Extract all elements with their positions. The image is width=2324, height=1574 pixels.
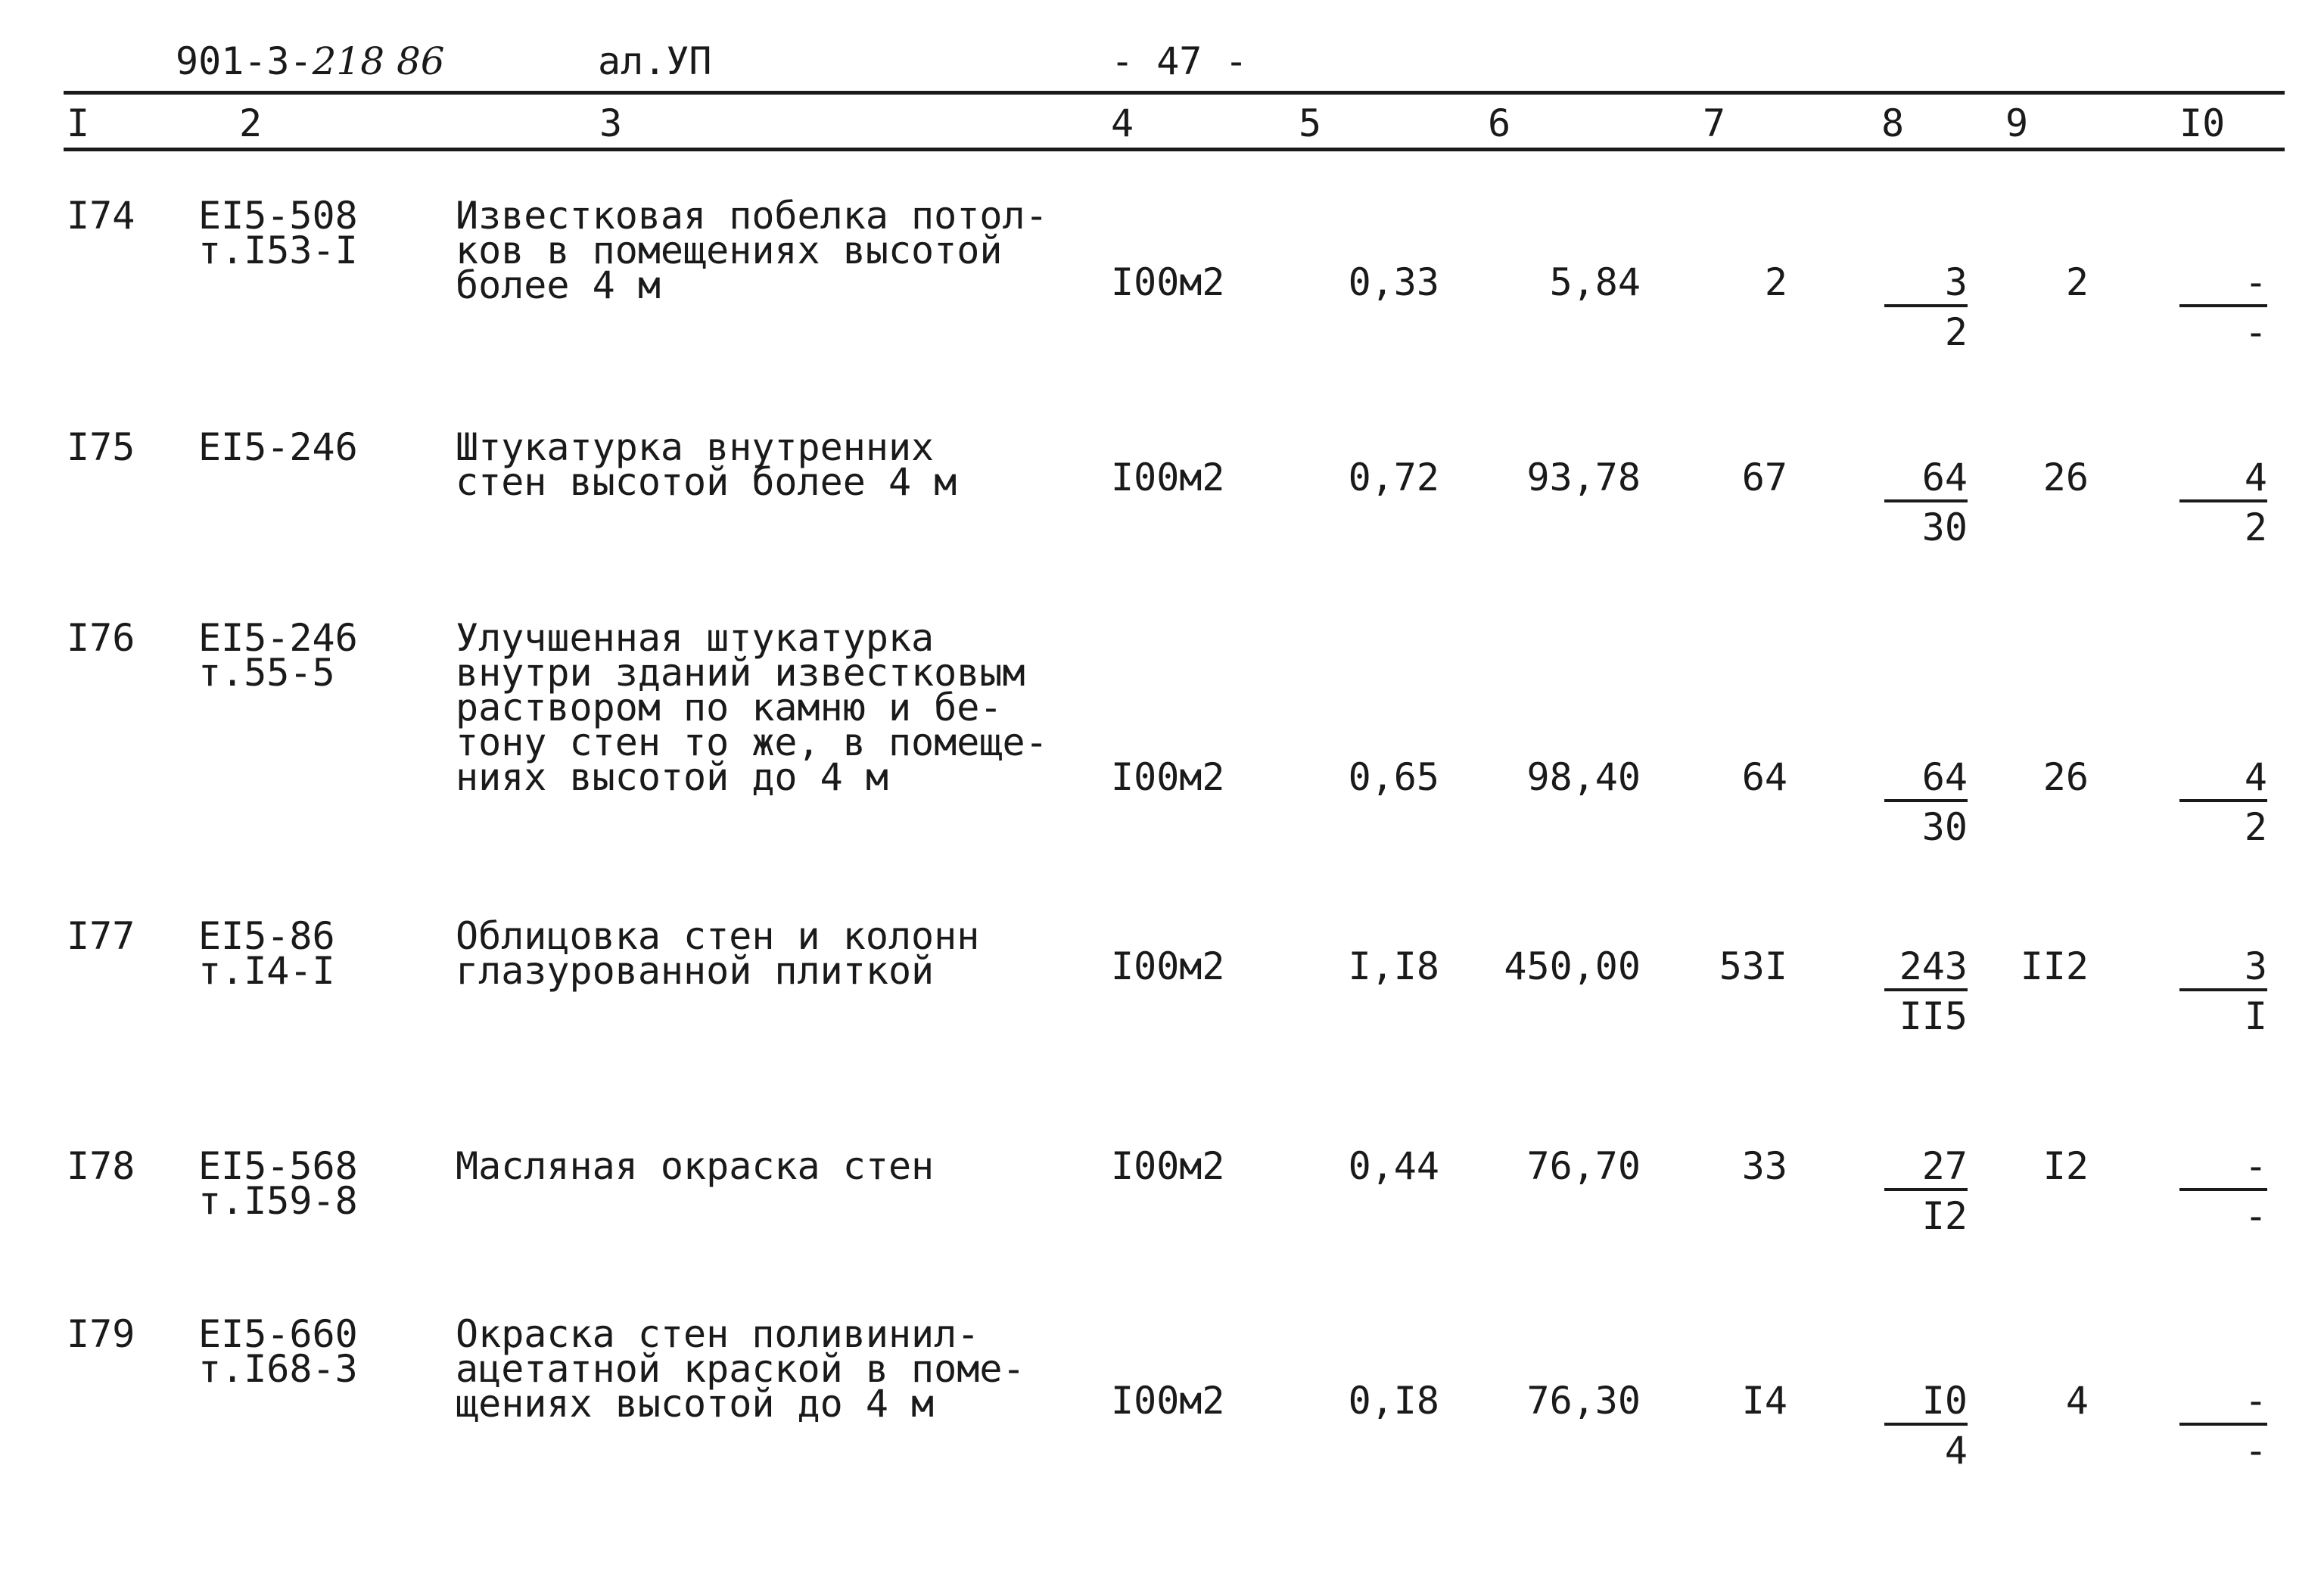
fraction-denominator: - — [2244, 1429, 2267, 1473]
rate-code: EI5-568 т.I59-8 — [198, 1144, 358, 1223]
fraction-numerator: 243 — [1899, 944, 1968, 988]
fraction-numerator: - — [2244, 1379, 2267, 1423]
quantity: 0,I8 — [1348, 1379, 1439, 1423]
column-number-5: 5 — [1299, 101, 1322, 145]
unit-price: 98,40 — [1526, 755, 1641, 799]
column-9-value: I2 — [2042, 1144, 2089, 1188]
unit: I00м2 — [1111, 260, 1225, 304]
unit-price: 5,84 — [1549, 260, 1641, 304]
column-number-1: I — [67, 101, 90, 145]
row-number: I74 — [67, 194, 135, 238]
table-row — [0, 194, 2324, 456]
total-cost: 2 — [1764, 260, 1787, 304]
total-cost: 53I — [1719, 944, 1787, 988]
fraction-bar — [2179, 1423, 2267, 1426]
rate-code: EI5-246 — [198, 425, 358, 469]
fraction-bar — [2179, 304, 2267, 307]
work-description: Масляная окраска стен — [456, 1144, 935, 1188]
fraction-denominator: 30 — [1921, 505, 1968, 549]
row-number: I76 — [67, 616, 135, 660]
row-number: I75 — [67, 425, 135, 469]
fraction-numerator: 64 — [1921, 755, 1968, 799]
fraction-denominator: 4 — [1944, 1429, 1968, 1473]
table-row — [0, 616, 2324, 878]
fraction-denominator: - — [2244, 310, 2267, 354]
quantity: 0,33 — [1348, 260, 1439, 304]
total-cost: 64 — [1741, 755, 1787, 799]
unit-price: 93,78 — [1526, 456, 1641, 499]
quantity: 0,65 — [1348, 755, 1439, 799]
fraction-bar — [1884, 499, 1968, 502]
fraction-numerator: I0 — [1921, 1379, 1968, 1423]
column-9-value: 26 — [2042, 755, 2089, 799]
work-description: Окраска стен поливинил- ацетатной краской в поме- щениях высотой до 4 м — [456, 1312, 1025, 1426]
document-code — [176, 39, 445, 83]
row-number: I78 — [67, 1144, 135, 1188]
page-number: - 47 - — [1111, 39, 1248, 83]
quantity: 0,72 — [1348, 456, 1439, 499]
row-number: I77 — [67, 914, 135, 958]
fraction-numerator: 64 — [1921, 456, 1968, 499]
header-rule — [64, 148, 2285, 151]
fraction-numerator: 3 — [2244, 944, 2267, 988]
rate-code: EI5-86 т.I4-I — [198, 914, 335, 993]
column-9-value: 2 — [2065, 260, 2089, 304]
work-description: Облицовка стен и колонн глазурованной плиткой — [456, 914, 980, 993]
unit-price: 76,70 — [1526, 1144, 1641, 1188]
column-number-7: 7 — [1703, 101, 1726, 145]
fraction-bar — [1884, 988, 1968, 991]
column-number-4: 4 — [1111, 101, 1134, 145]
column-number-9: 9 — [2005, 101, 2029, 145]
fraction-bar — [2179, 499, 2267, 502]
unit: I00м2 — [1111, 944, 1225, 988]
fraction-denominator: I — [2244, 994, 2267, 1038]
document-code-handwritten: 218 86 — [312, 39, 445, 83]
fraction-bar — [2179, 1188, 2267, 1191]
work-description: Известковая побелка потол- ков в помещениях высотой более 4 м — [456, 194, 1048, 307]
fraction-bar — [2179, 799, 2267, 802]
column-number-3: 3 — [599, 101, 623, 145]
fraction-bar — [1884, 799, 1968, 802]
work-description: Штукатурка внутренних стен высотой более 4 м — [456, 425, 957, 504]
rate-code: EI5-508 т.I53-I — [198, 194, 358, 272]
fraction-bar — [2179, 988, 2267, 991]
fraction-numerator: - — [2244, 1144, 2267, 1188]
fraction-numerator: 4 — [2244, 456, 2267, 499]
unit-price: 450,00 — [1504, 944, 1641, 988]
fraction-denominator: I2 — [1921, 1194, 1968, 1238]
unit-price: 76,30 — [1526, 1379, 1641, 1423]
fraction-bar — [1884, 1188, 1968, 1191]
table-row — [0, 1312, 2324, 1574]
column-number-10: I0 — [2179, 101, 2226, 145]
fraction-numerator: - — [2244, 260, 2267, 304]
fraction-numerator: 3 — [1944, 260, 1968, 304]
table-row — [0, 914, 2324, 1176]
top-rule — [64, 91, 2285, 95]
total-cost: 67 — [1741, 456, 1787, 499]
fraction-numerator: 4 — [2244, 755, 2267, 799]
fraction-bar — [1884, 304, 1968, 307]
column-9-value: II2 — [2020, 944, 2089, 988]
sheet-label: ал.УП — [598, 39, 712, 83]
row-number: I79 — [67, 1312, 135, 1356]
unit: I00м2 — [1111, 1379, 1225, 1423]
column-number-2: 2 — [239, 101, 263, 145]
quantity: I,I8 — [1348, 944, 1439, 988]
document-code-printed: 901-3- — [176, 39, 313, 83]
work-description: Улучшенная штукатурка внутри зданий известковым раствором по камню и бе- тону стен то же, в помеще- ниях высотой до 4 м — [456, 616, 1048, 799]
unit: I00м2 — [1111, 1144, 1225, 1188]
rate-code: EI5-660 т.I68-3 — [198, 1312, 358, 1391]
fraction-denominator: 2 — [1944, 310, 1968, 354]
fraction-denominator: - — [2244, 1194, 2267, 1238]
quantity: 0,44 — [1348, 1144, 1439, 1188]
column-number-8: 8 — [1881, 101, 1905, 145]
fraction-denominator: 2 — [2244, 505, 2267, 549]
fraction-denominator: 2 — [2244, 805, 2267, 849]
column-number-6: 6 — [1488, 101, 1511, 145]
fraction-bar — [1884, 1423, 1968, 1426]
unit: I00м2 — [1111, 755, 1225, 799]
rate-code: EI5-246 т.55-5 — [198, 616, 358, 695]
total-cost: 33 — [1741, 1144, 1787, 1188]
fraction-numerator: 27 — [1921, 1144, 1968, 1188]
unit: I00м2 — [1111, 456, 1225, 499]
column-9-value: 26 — [2042, 456, 2089, 499]
fraction-denominator: II5 — [1899, 994, 1968, 1038]
total-cost: I4 — [1741, 1379, 1787, 1423]
fraction-denominator: 30 — [1921, 805, 1968, 849]
column-9-value: 4 — [2065, 1379, 2089, 1423]
